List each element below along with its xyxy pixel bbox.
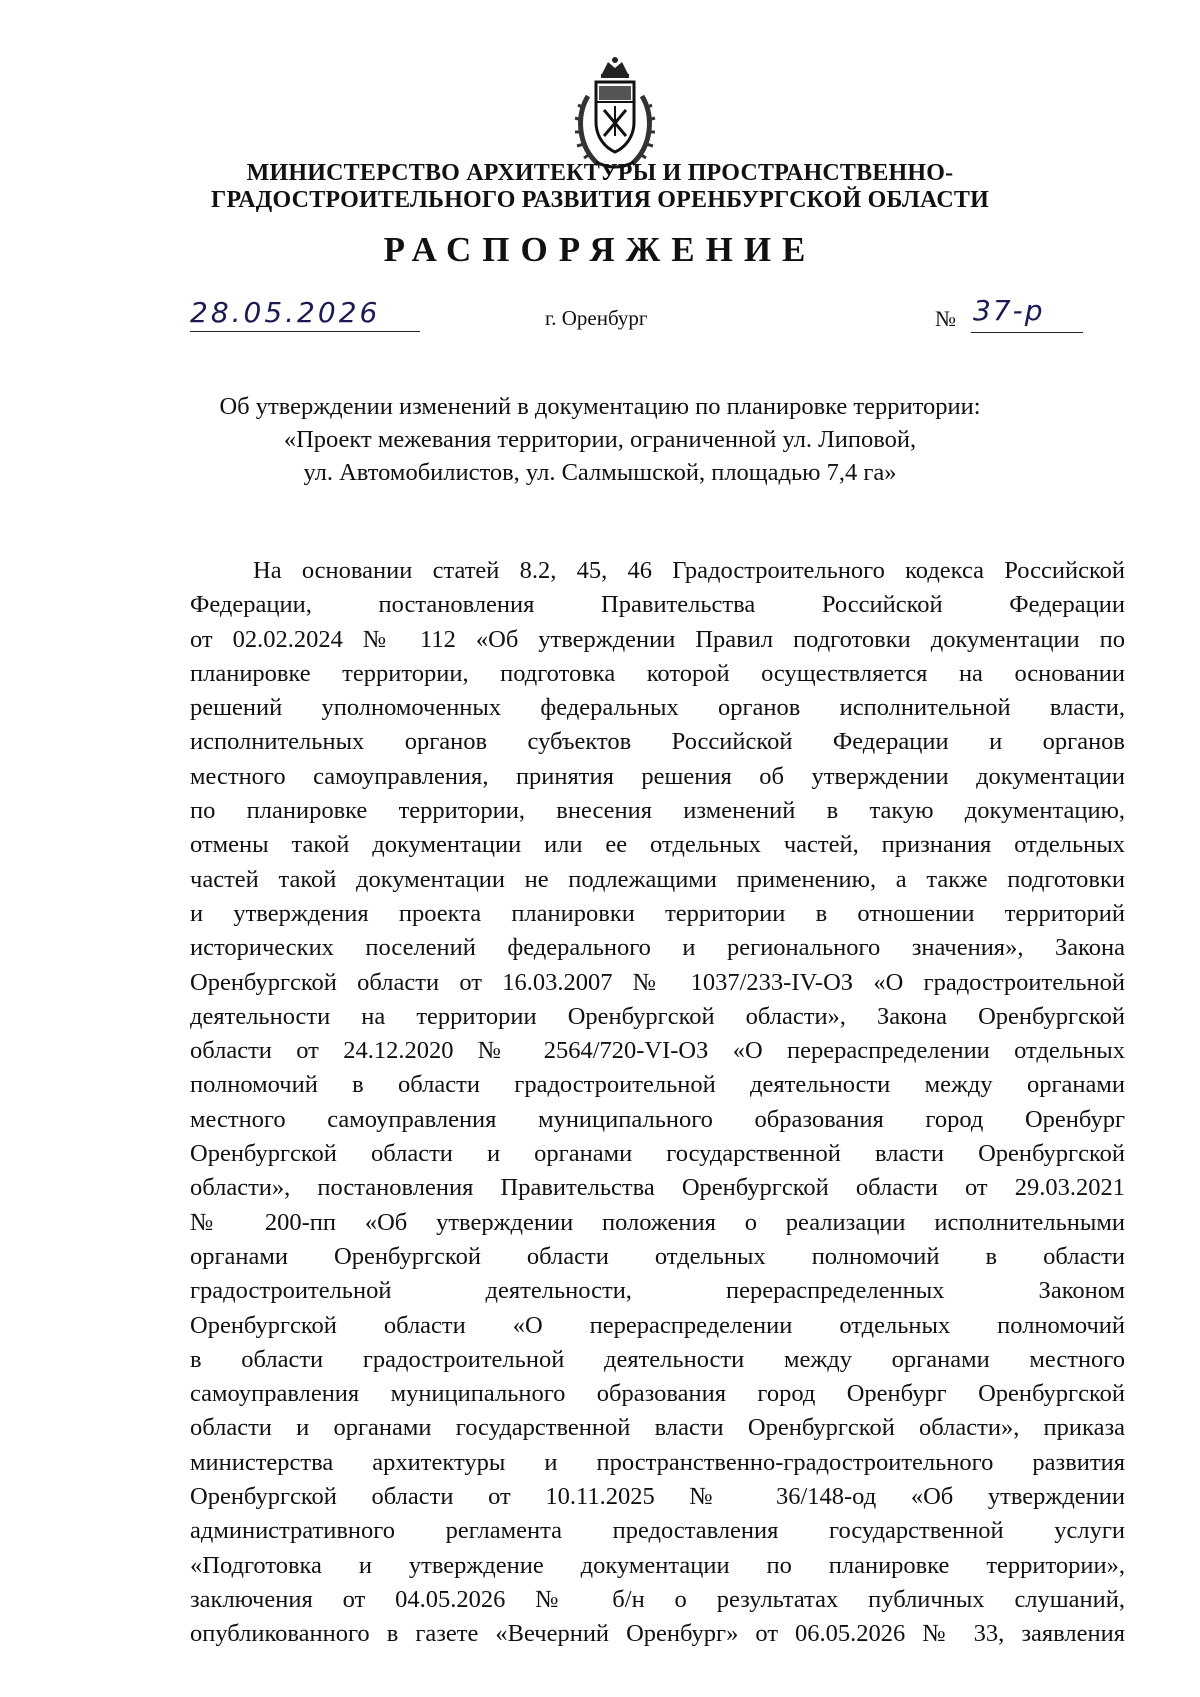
document-body (190, 554, 1125, 1652)
body-line: отмены такой документации или ее отдельных частей, признания отдельных (190, 831, 1125, 859)
body-line: административного регламента предоставления государственной услуги (190, 1517, 1125, 1545)
body-line: исполнительных органов субъектов Российской Федерации и органов (190, 728, 1125, 756)
body-line: самоуправления муниципального образования город Оренбург Оренбургской (190, 1380, 1125, 1408)
body-line: полномочий в области градостроительной деятельности между органами (190, 1071, 1125, 1099)
body-line: градостроительной деятельности, перераспределенных Законом (190, 1277, 1125, 1305)
subject-line: ул. Автомобилистов, ул. Салмышской, площадью 7,4 га» (303, 459, 897, 486)
body-line: Оренбургской области от 10.11.2025 № 36/148-од «Об утверждении (190, 1483, 1125, 1511)
body-line: решений уполномоченных федеральных органов исполнительной власти, (190, 694, 1125, 722)
body-line: планировке территории, подготовка которой осуществляется на основании (190, 659, 1125, 687)
body-line: местного самоуправления, принятия решения об утверждении документации (190, 762, 1125, 790)
document-date (190, 296, 430, 340)
number-underline (971, 332, 1083, 333)
body-line: опубликованного в газете «Вечерний Оренбург» от 06.05.2026 № 33, заявления (190, 1620, 1125, 1648)
body-line: министерства архитектуры и пространственно-градостроительного развития (190, 1448, 1125, 1476)
handwritten-number: 37-р (973, 294, 1045, 327)
body-line: деятельности на территории Оренбургской области», Закона Оренбургской (190, 1002, 1125, 1030)
body-line: от 02.02.2024 № 112 «Об утверждении Правил подготовки документации по (190, 625, 1125, 653)
body-line: Оренбургской области и органами государственной власти Оренбургской (190, 1140, 1125, 1168)
body-line: области от 24.12.2020 № 2564/720-VI-ОЗ «О перераспределении отдельных (190, 1037, 1125, 1065)
subject-line: Об утверждении изменений в документацию по планировке территории: (219, 393, 981, 420)
subject-line: «Проект межевания территории, ограниченной ул. Липовой, (283, 426, 917, 453)
date-underline (190, 331, 420, 332)
body-line: исторических поселений федерального и регионального значения», Закона (190, 934, 1125, 962)
body-line: в области градостроительной деятельности между органами местного (190, 1345, 1125, 1373)
ministry-name-line-2: ГРАДОСТРОИТЕЛЬНОГО РАЗВИТИЯ ОРЕНБУРГСКОЙ ОБЛАСТИ (211, 187, 989, 213)
body-line: области и органами государственной власти Оренбургской области», приказа (190, 1414, 1125, 1442)
body-line: Оренбургской области от 16.03.2007 № 1037/233-IV-ОЗ «О градостроительной (190, 968, 1125, 996)
body-line: Оренбургской области «О перераспределении отдельных полномочий (190, 1311, 1125, 1339)
ministry-name (150, 160, 1050, 214)
body-line: области», постановления Правительства Оренбургской области от 29.03.2021 (190, 1174, 1125, 1202)
coat-of-arms-icon (568, 56, 662, 172)
body-line: по планировке территории, внесения изменений в такую документацию, (190, 797, 1125, 825)
body-line: и утверждения проекта планировки территории в отношении территорий (190, 899, 1125, 927)
document-number (935, 296, 1095, 340)
body-line: заключения от 04.05.2026 № б/н о результатах публичных слушаний, (190, 1585, 1125, 1613)
document-type-title: РАСПОРЯЖЕНИЕ (383, 230, 817, 269)
body-line: № 200-пп «Об утверждении положения о реализации исполнительными (190, 1208, 1125, 1236)
body-line: частей такой документации не подлежащими применению, а также подготовки (190, 865, 1125, 893)
document-subject (150, 390, 1050, 489)
body-line: На основании статей 8.2, 45, 46 Градостроительного кодекса Российской (253, 557, 1125, 584)
handwritten-date: 28.05.2026 (190, 296, 381, 329)
body-line: «Подготовка и утверждение документации по планировке территории», (190, 1551, 1125, 1579)
ministry-name-line-1: МИНИСТЕРСТВО АРХИТЕКТУРЫ И ПРОСТРАНСТВЕННО- (246, 160, 954, 186)
body-line: местного самоуправления муниципального образования город Оренбург (190, 1105, 1125, 1133)
body-line: органами Оренбургской области отдельных полномочий в области (190, 1242, 1125, 1270)
document-city: г. Оренбург (545, 306, 648, 330)
number-label: № (935, 306, 956, 331)
body-line: Федерации, постановления Правительства Российской Федерации (190, 591, 1125, 619)
